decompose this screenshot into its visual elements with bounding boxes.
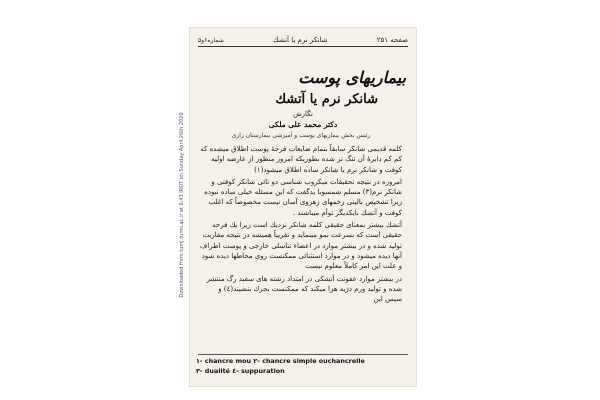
paragraph: امروزه در نتیجه تحقیقات میکروب شناسی دو تائی شانکر کوفتی و شانکر نرم(۳) مسلم شمسوبا یدگفت که این مسئله خیلی ساده نبوده زیرا تشخیص بالینی زخمهای زهروی آسان نیست مخصوصاً که اغلب کوفت و آتشك بایکدیگر توأم میباشند . [204,177,402,217]
paragraph: کلمه قدیمی شانکر سابقاً بتمام ضایعات قرحهٔ پوست اطلاق میشده که کم کم دایرهٔ آن تنگ تر شده بطوریکه امروز منظور از عارضه اولیه کوفت و شانکر نرم یا شانکر ساده اطلاق میشود(۱) [200,145,402,174]
section-title: بیماریهای پوست [298,68,406,87]
author-name: دکتر محمد علی ملکی [268,120,338,129]
page-number: صفحه ۲۵۱ [376,36,408,44]
article-body [200,144,402,306]
article-title: شانکر نرم یا آتشك [275,92,378,107]
running-title: شانکر نرم یا آتشك [272,36,328,44]
issue-number: شماره۶و۵ [198,36,224,44]
footnote-divider [198,354,408,355]
footnote-line: ۱- chancre mou ۲- chancre simple ouchancrelle [196,357,365,365]
footnotes [196,356,410,376]
footnote-line: ۳- dualité ٤- suppuration [196,367,285,375]
paragraph: آتشك بیشتر بمعنای حقیقی کلمه شانکر نزدیك است زیرا یك قرحه حقیقی است که بسرعت نمو مینماید و تقریباً همیشه در نتیجه مقاربت تولید شده و در بیشتر موارد در اعضاء تناسلی خارجی و پوست اطراف آنها دیده میشود و در موارد استثنائی ممکنست روی مخاطها دیده شود و علت این امر کاملاً معلوم نیست [200,221,402,271]
scanned-page [190,28,416,386]
page-header [198,34,408,47]
paragraph: در بیشتر موارد عفونت آتشکی در امتداد رشته های سفید رگ منتشر شده و تولید ورم دژیه هزا میکند که ممکنست بجرك بنشیند(٤) و سپس این [206,274,402,304]
download-notice [176,40,188,370]
author-affiliation: رئیس بخش بیماریهای پوست و آمیزشی بیمارستان رازی [231,132,371,139]
byline-label: نگارش [293,110,313,118]
download-notice-text: Downloaded from tumj.tums.ac.ir at 6:43 IRDT on Sunday April 26th 2020 [179,112,185,298]
